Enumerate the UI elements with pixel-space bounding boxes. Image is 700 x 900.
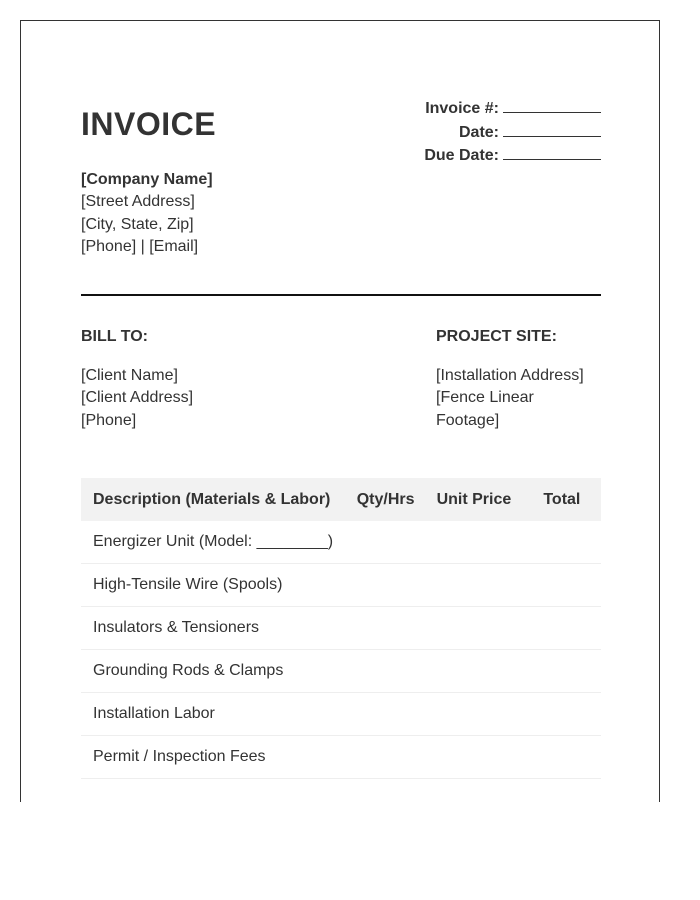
table-row [81, 607, 601, 650]
row-unit-price[interactable] [425, 650, 523, 693]
column-header-qty: Qty/Hrs [346, 478, 425, 521]
project-site-block [436, 365, 601, 432]
row-unit-price[interactable] [425, 693, 523, 736]
project-site-heading: PROJECT SITE: [436, 328, 557, 345]
row-unit-price[interactable] [425, 736, 523, 779]
table-row [81, 521, 601, 564]
table-row [81, 736, 601, 779]
table-row [81, 564, 601, 607]
date-row [424, 121, 601, 145]
company-street: [Street Address] [81, 193, 195, 211]
client-phone: [Phone] [81, 411, 137, 429]
column-header-total: Total [523, 478, 601, 521]
row-total[interactable] [523, 607, 601, 650]
row-qty[interactable] [346, 736, 425, 779]
row-description: Installation Labor [81, 693, 346, 736]
row-total[interactable] [523, 650, 601, 693]
bill-to-heading: BILL TO: [81, 328, 148, 345]
row-description: Insulators & Tensioners [81, 607, 346, 650]
table-row [81, 693, 601, 736]
due-date-field[interactable] [503, 144, 601, 160]
row-unit-price[interactable] [425, 564, 523, 607]
row-qty[interactable] [346, 564, 425, 607]
table-header-row [81, 478, 601, 521]
row-qty[interactable] [346, 607, 425, 650]
company-city: [City, State, Zip] [81, 215, 194, 233]
due-date-label: Due Date: [424, 147, 499, 164]
invoice-title: INVOICE [81, 106, 217, 142]
row-total[interactable] [523, 693, 601, 736]
row-description: Permit / Inspection Fees [81, 736, 346, 779]
invoice-number-label: Invoice #: [425, 100, 499, 117]
invoice-page [20, 20, 660, 802]
row-description: Energizer Unit (Model: ________) [81, 521, 346, 564]
row-unit-price[interactable] [425, 607, 523, 650]
header-divider [81, 294, 601, 296]
column-header-description: Description (Materials & Labor) [81, 478, 346, 521]
company-block [81, 169, 213, 258]
table-row [81, 650, 601, 693]
row-total[interactable] [523, 736, 601, 779]
client-name: [Client Name] [81, 367, 178, 384]
row-total[interactable] [523, 521, 601, 564]
invoice-number-field[interactable] [503, 97, 601, 113]
fence-linear-footage: [Fence Linear Footage] [436, 389, 534, 429]
company-contact: [Phone] | [Email] [81, 237, 199, 255]
company-name: [Company Name] [81, 171, 213, 188]
row-qty[interactable] [346, 650, 425, 693]
date-field[interactable] [503, 121, 601, 137]
row-unit-price[interactable] [425, 521, 523, 564]
invoice-number-row [424, 97, 601, 121]
date-label: Date: [458, 123, 499, 141]
row-qty[interactable] [346, 693, 425, 736]
row-total[interactable] [523, 564, 601, 607]
line-items-table [81, 478, 601, 779]
row-qty[interactable] [346, 521, 425, 564]
due-date-row [424, 144, 601, 168]
row-description: Grounding Rods & Clamps [81, 650, 346, 693]
row-description: High-Tensile Wire (Spools) [81, 564, 346, 607]
client-address: [Client Address] [81, 389, 194, 407]
invoice-meta [424, 97, 601, 168]
installation-address: [Installation Address] [436, 367, 584, 384]
bill-to-block [81, 365, 193, 432]
column-header-unit-price: Unit Price [425, 478, 523, 521]
